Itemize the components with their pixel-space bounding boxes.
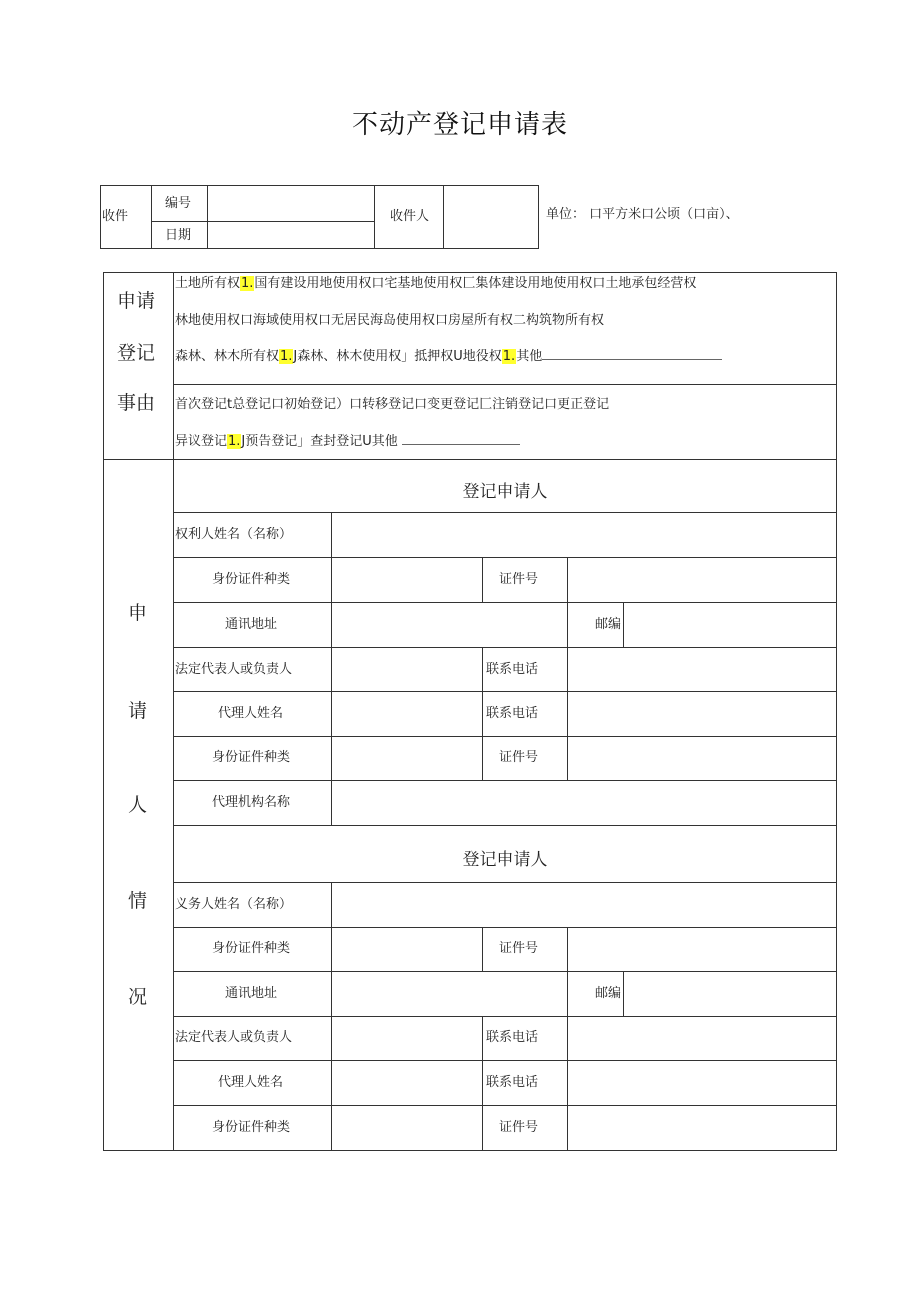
s2-id-type-field[interactable] — [332, 928, 481, 970]
s2-agent-label: 代理人姓名 — [218, 1075, 284, 1090]
s1-phone-field-2[interactable] — [568, 692, 836, 735]
reason-side-1: 申请 — [117, 290, 156, 312]
receipt-number-label: 编号 — [165, 196, 192, 211]
s2-agent-id-no-field[interactable] — [568, 1106, 836, 1150]
reason-side-3: 事由 — [117, 392, 156, 414]
s1-id-no-field[interactable] — [568, 558, 836, 601]
s1-legal-rep-label: 法定代表人或负责人 — [175, 662, 293, 677]
s1-phone-field-1[interactable] — [568, 648, 836, 690]
s2-address-field[interactable] — [332, 972, 566, 1015]
s2-postcode-label: 邮编 — [595, 986, 622, 1001]
s2-phone-field-2[interactable] — [568, 1061, 836, 1104]
s2-agent-id-type-label: 身份证件种类 — [212, 1120, 291, 1135]
s2-agent-id-type-field[interactable] — [332, 1106, 481, 1150]
reason-side-2: 登记 — [117, 342, 156, 364]
s2-id-no-field[interactable] — [568, 928, 836, 970]
s2-legal-rep-field[interactable] — [332, 1017, 481, 1059]
s1-address-field[interactable] — [332, 603, 566, 646]
s1-phone-label-1: 联系电话 — [486, 662, 539, 677]
registration-type-row-1[interactable]: 首次登记t总登记口初始登记）口转移登记口变更登记匚注销登记口更正登记 — [175, 397, 610, 412]
receipt-date-field[interactable] — [208, 222, 373, 248]
receipt-date-label: 日期 — [165, 228, 192, 243]
receiver-field[interactable] — [444, 186, 538, 248]
s1-postcode-label: 邮编 — [595, 617, 622, 632]
s2-id-type-label: 身份证件种类 — [212, 941, 291, 956]
s2-postcode-field[interactable] — [624, 972, 836, 1015]
s1-name-label: 权利人姓名（名称） — [175, 527, 293, 542]
applicant-side-5: 况 — [128, 986, 148, 1008]
s1-agent-label: 代理人姓名 — [218, 706, 284, 721]
page-title: 不动产登记申请表 — [351, 110, 568, 140]
s2-agent-field[interactable] — [332, 1061, 481, 1104]
other-right-blank[interactable] — [542, 347, 722, 360]
s2-name-field[interactable] — [332, 883, 836, 926]
s1-agent-id-type-label: 身份证件种类 — [212, 750, 291, 765]
s1-agency-field[interactable] — [332, 781, 836, 824]
section2-header: 登记申请人 — [462, 850, 548, 870]
s2-id-no-label: 证件号 — [499, 941, 539, 956]
s1-address-label: 通讯地址 — [225, 617, 278, 632]
applicant-side-4: 情 — [128, 890, 148, 912]
s2-legal-rep-label: 法定代表人或负责人 — [175, 1030, 293, 1045]
s1-legal-rep-field[interactable] — [332, 648, 481, 690]
s1-agency-label: 代理机构名称 — [212, 795, 291, 810]
s2-phone-label-1: 联系电话 — [486, 1030, 539, 1045]
s1-agent-field[interactable] — [332, 692, 481, 735]
s2-phone-field-1[interactable] — [568, 1017, 836, 1059]
s2-name-label: 义务人姓名（名称） — [175, 897, 293, 912]
receipt-label: 收件 — [102, 209, 129, 224]
other-type-blank[interactable] — [402, 432, 520, 445]
s1-postcode-field[interactable] — [624, 603, 836, 646]
s1-phone-label-2: 联系电话 — [486, 706, 539, 721]
s1-agent-id-type-field[interactable] — [332, 737, 481, 779]
s1-id-no-label: 证件号 — [499, 572, 539, 587]
receiver-label: 收件人 — [390, 209, 430, 224]
applicant-side-1: 申 — [128, 602, 148, 624]
s1-agent-id-no-label: 证件号 — [499, 750, 539, 765]
section1-header: 登记申请人 — [462, 482, 548, 502]
s1-id-type-field[interactable] — [332, 558, 481, 601]
unit-text: 单位： 口平方米口公顷（口亩）、 — [546, 207, 739, 222]
registration-type-row-2[interactable]: 异议登记1.J预告登记」查封登记U其他 — [175, 432, 520, 450]
s2-phone-label-2: 联系电话 — [486, 1075, 539, 1090]
right-type-row-1[interactable]: 土地所有权1.国有建设用地使用权口宅基地使用权匚集体建设用地使用权口土地承包经营权 — [175, 276, 697, 291]
receipt-number-field[interactable] — [208, 186, 373, 220]
applicant-side-2: 请 — [128, 700, 148, 722]
s1-name-field[interactable] — [332, 513, 836, 556]
right-type-row-2[interactable]: 林地使用权口海域使用权口无居民海岛使用权口房屋所有权二构筑物所有权 — [175, 313, 605, 328]
applicant-side-3: 人 — [128, 794, 148, 816]
right-type-row-3[interactable]: 森林、林木所有权1.J森林、林木使用权」抵押权U地役权1.其他 — [175, 347, 722, 365]
s2-address-label: 通讯地址 — [225, 986, 278, 1001]
s1-id-type-label: 身份证件种类 — [212, 572, 291, 587]
s2-agent-id-no-label: 证件号 — [499, 1120, 539, 1135]
s1-agent-id-no-field[interactable] — [568, 737, 836, 779]
